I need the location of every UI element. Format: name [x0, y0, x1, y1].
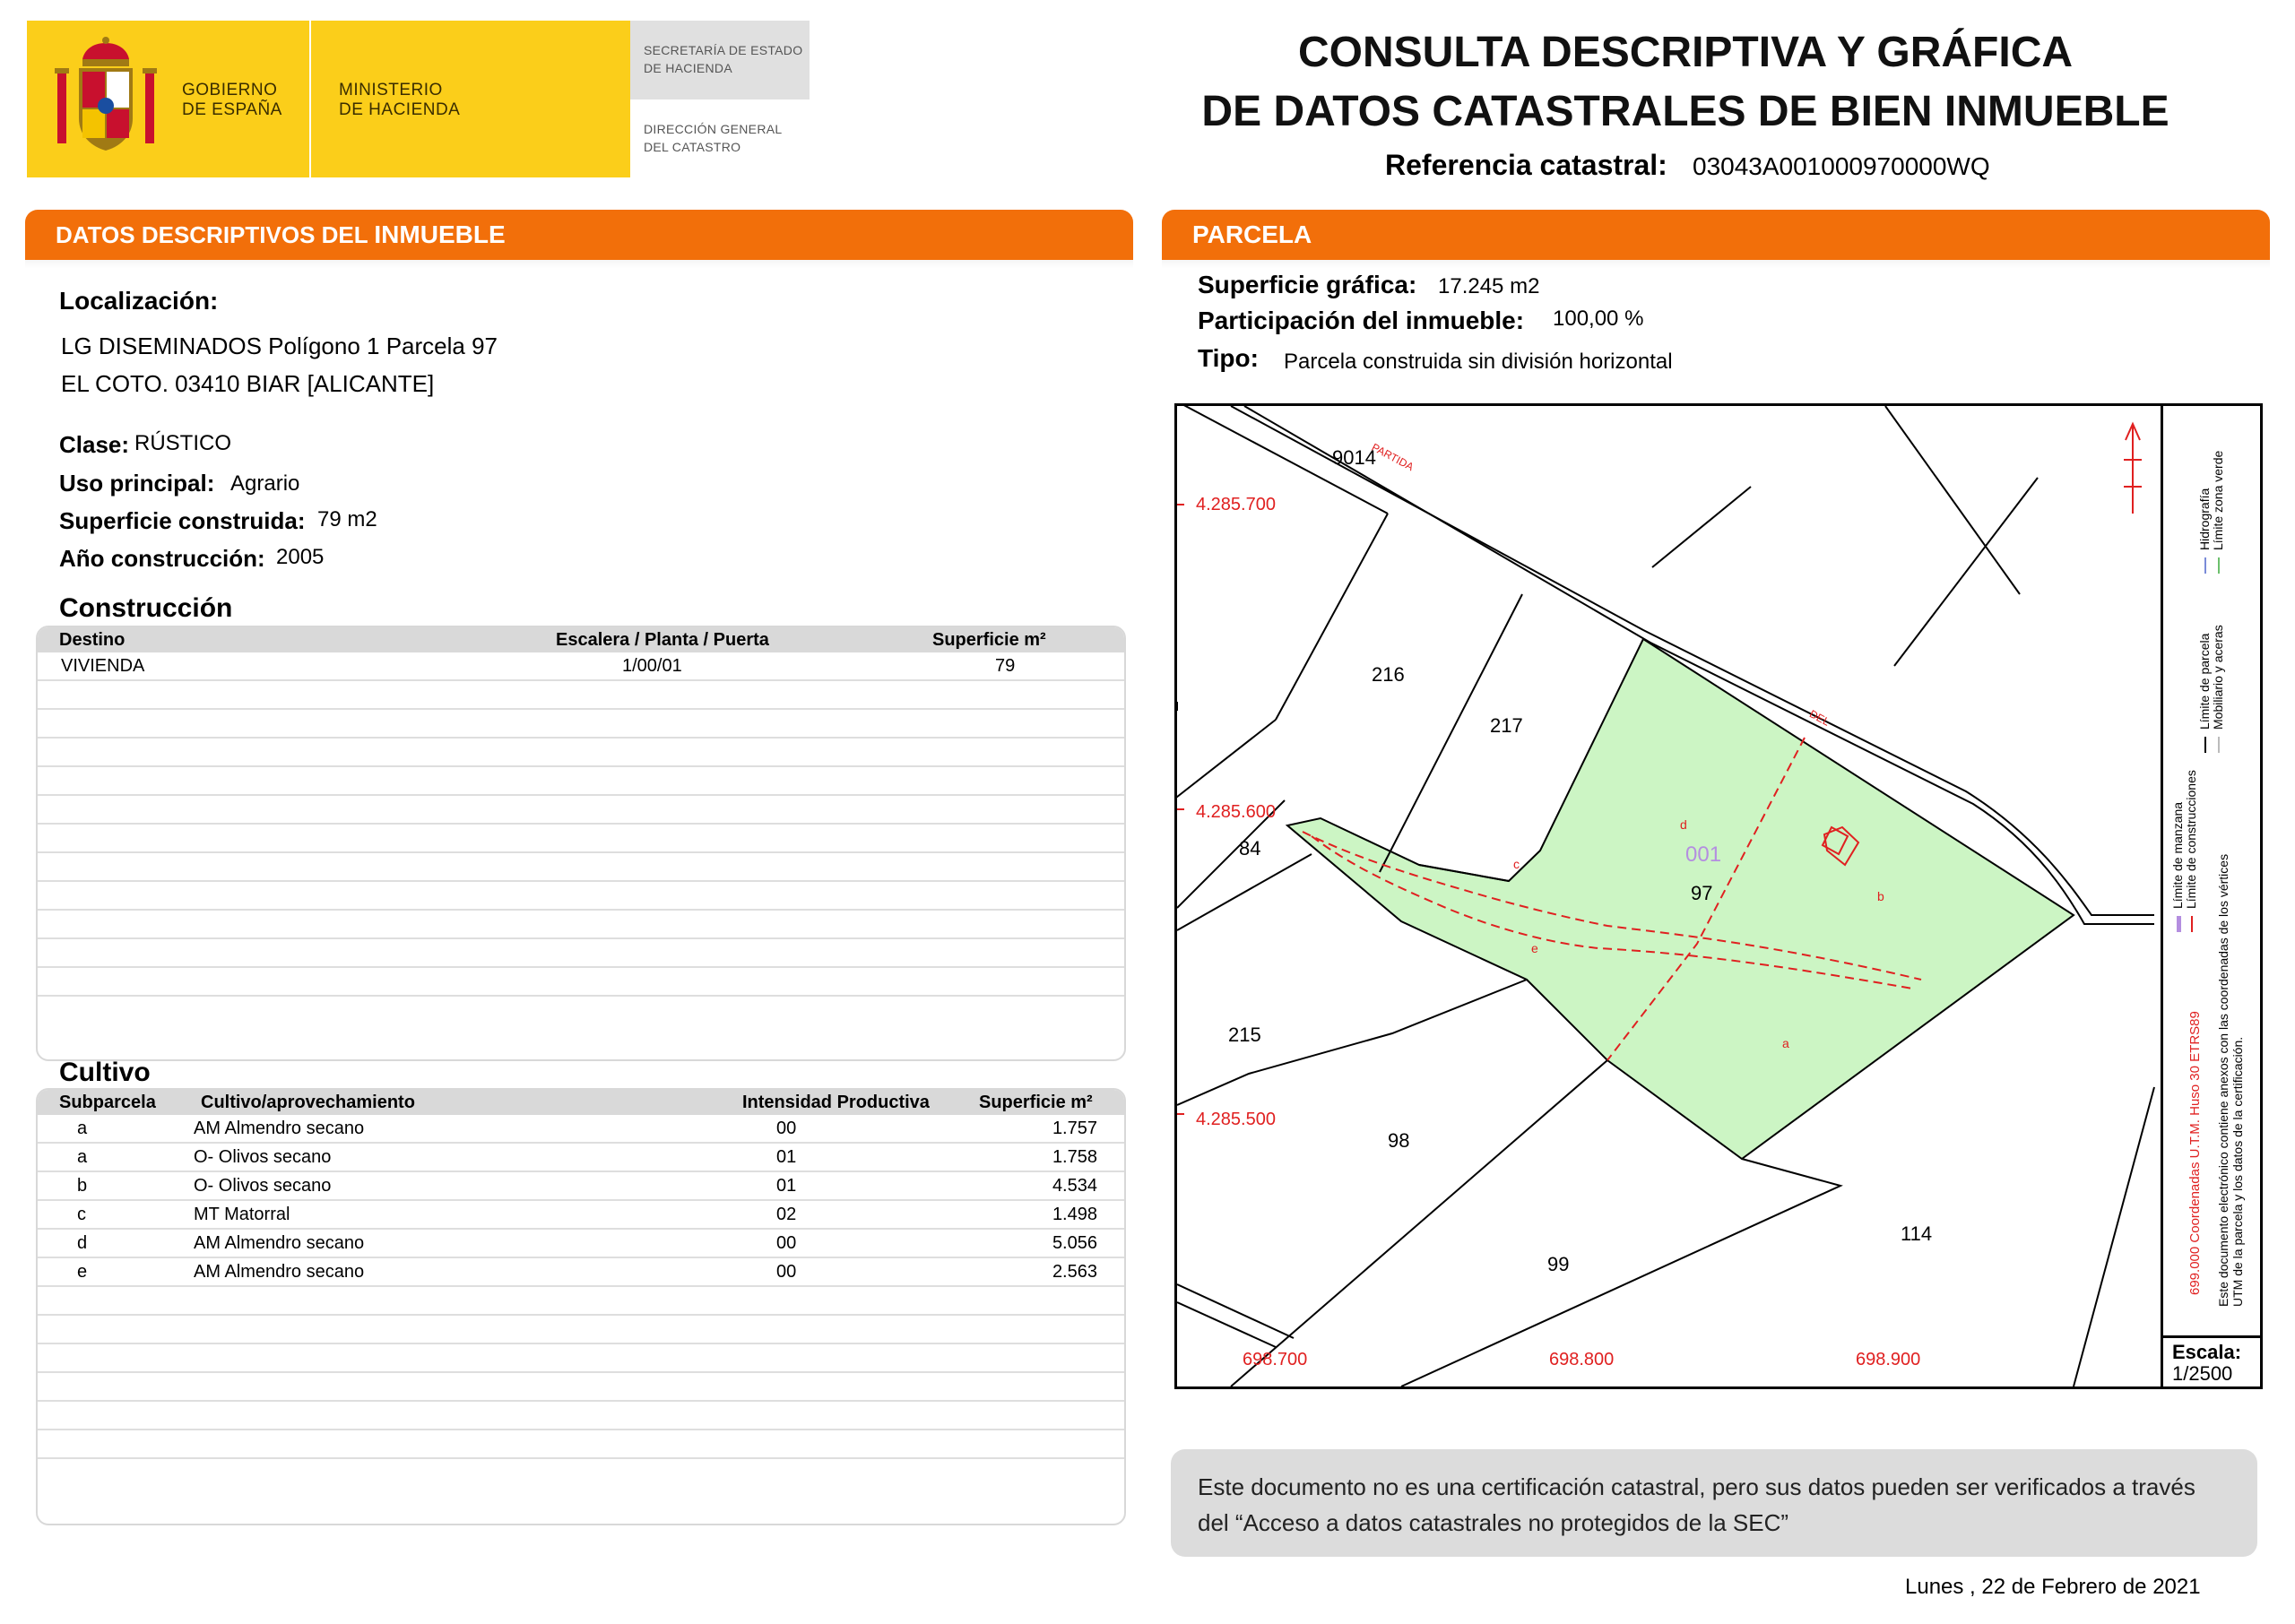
refcat-label: Referencia catastral: [1385, 149, 1667, 181]
parcel-label: 216 [1372, 663, 1405, 686]
table-row [38, 1402, 1124, 1430]
intensidad-cell: 01 [776, 1176, 797, 1196]
anio-label: Año construcción: [59, 545, 265, 572]
refcat-value: 03043A001000970000WQ [1693, 152, 1990, 180]
parcel-label: 97 [1691, 882, 1713, 904]
scale-label: Escala: [2172, 1341, 2242, 1363]
subparcel-letter: c [1513, 857, 1520, 871]
cultivo-title: Cultivo [59, 1058, 151, 1087]
subparcel-letter: d [1680, 817, 1687, 832]
uso-label: Uso principal: [59, 470, 215, 497]
superficie-construida-value: 79 m2 [317, 507, 377, 531]
table-header [38, 1090, 1124, 1115]
table-row [38, 1430, 1124, 1459]
x-coordinate-label: 698.800 [1549, 1350, 1615, 1369]
parcela-bar: PARCELA [1162, 210, 2270, 260]
swatch-icon [2191, 916, 2193, 932]
intensidad-cell: 01 [776, 1147, 797, 1167]
coords-note: 699.000 Coordenadas U.T.M. Huso 30 ETRS89 [2187, 1011, 2203, 1295]
legend-item: Límite de parcela [2198, 457, 2212, 753]
secretaria-label: SECRETARÍA DE ESTADO DE HACIENDA [644, 43, 803, 75]
coat-of-arms-icon [52, 36, 160, 157]
subparcela-cell: e [77, 1262, 88, 1282]
direccion-label: DIRECCIÓN GENERAL DEL CATASTRO [644, 122, 783, 154]
table-row [38, 1287, 1124, 1316]
superficie-grafica-label: Superficie gráfica: [1198, 271, 1417, 298]
swatch-icon [2177, 916, 2181, 932]
anio-value: 2005 [276, 545, 325, 569]
superficie-grafica-value: 17.245 m2 [1438, 274, 1540, 298]
destino-cell: VIVIENDA [61, 656, 145, 676]
table-row [38, 796, 1124, 825]
table-row [38, 968, 1124, 997]
gobierno-label: GOBIERNO DE ESPAÑA [182, 81, 282, 119]
swatch-icon [2204, 557, 2206, 574]
descriptivos-bar: DATOS DESCRIPTIVOS DEL INMUEBLE [25, 210, 1133, 260]
superficie-cell: 1.758 [1052, 1147, 1097, 1167]
localizacion-line1: LG DISEMINADOS Polígono 1 Parcela 97 [61, 333, 498, 359]
construccion-table [36, 626, 1126, 1061]
road-label: DEL [1807, 707, 1832, 729]
legend-item: Límite de construcciones [2185, 520, 2198, 932]
logo-divider [309, 21, 311, 177]
subparcela-cell: b [77, 1176, 88, 1196]
column-header: Superficie m² [932, 630, 1046, 650]
intensidad-cell: 00 [776, 1233, 797, 1253]
superficie-cell: 4.534 [1052, 1176, 1097, 1196]
participacion-label: Participación del inmueble: [1198, 307, 1525, 334]
parcel-label: 217 [1490, 714, 1523, 737]
cultivo-cell: AM Almendro secano [194, 1119, 365, 1138]
table-row [38, 1172, 1124, 1201]
column-header: Subparcela [59, 1093, 156, 1112]
doc-note: Este documento electrónico contiene anexos con las coordenadas de los vértices UTM de la parcela y los datos de la certificación. [2216, 853, 2245, 1307]
legend-item: Límite de manzana [2171, 520, 2185, 932]
cultivo-cell: O- Olivos secano [194, 1147, 332, 1167]
table-row [38, 1201, 1124, 1230]
descriptivos-section-header [25, 210, 1133, 269]
superficie-cell: 1.757 [1052, 1119, 1097, 1138]
parcel-label: 9014 [1332, 446, 1376, 469]
superficie-construida-label: Superficie construida: [59, 507, 306, 534]
superficie-cell: 5.056 [1052, 1233, 1097, 1253]
intensidad-cell: 00 [776, 1262, 797, 1282]
table-row [38, 710, 1124, 739]
localizacion-label: Localización: [59, 287, 219, 315]
ministerio-label: MINISTERIO DE HACIENDA [339, 81, 461, 119]
parcel-label: 84 [1239, 837, 1261, 860]
cultivo-table [36, 1088, 1126, 1525]
tipo-label: Tipo: [1198, 344, 1259, 372]
swatch-icon [2204, 737, 2206, 753]
table-row [38, 767, 1124, 796]
parcel-label: 98 [1388, 1129, 1410, 1152]
table-row [38, 1258, 1124, 1287]
superficie-cell: 79 [995, 656, 1016, 676]
subparcel-letter: b [1877, 889, 1884, 903]
column-header: Escalera / Planta / Puerta [556, 630, 769, 650]
table-row [38, 652, 1124, 681]
scale-value: 1/2500 [2172, 1362, 2233, 1385]
y-coordinate-label: 4.285.700 [1196, 495, 1276, 514]
table-row [38, 997, 1124, 1024]
table-row [38, 1344, 1124, 1373]
clase-value: RÚSTICO [134, 431, 231, 455]
scale-box [2161, 1335, 2263, 1389]
table-header [38, 627, 1124, 652]
column-header: Destino [59, 630, 126, 650]
table-row [38, 1115, 1124, 1144]
localizacion-line2: EL COTO. 03410 BIAR [ALICANTE] [61, 370, 435, 397]
table-row [38, 1316, 1124, 1344]
cultivo-cell: AM Almendro secano [194, 1262, 365, 1282]
clase-label: Clase: [59, 431, 130, 458]
cultivo-cell: O- Olivos secano [194, 1176, 332, 1196]
parcela-section-header [1162, 210, 2270, 269]
table-row [38, 739, 1124, 767]
page-title: CONSULTA DESCRIPTIVA Y GRÁFICA DE DATOS CATASTRALES DE BIEN INMUEBLE [1201, 29, 2169, 135]
table-row [38, 1230, 1124, 1258]
table-row [38, 911, 1124, 939]
column-header: Intensidad Productiva [742, 1093, 930, 1112]
table-row [38, 681, 1124, 710]
legend-item: Hidrografía [2198, 412, 2212, 574]
cadastral-map-drawing [1177, 406, 2161, 1386]
parcel-label: 99 [1547, 1253, 1570, 1275]
cultivo-cell: MT Matorral [194, 1205, 290, 1224]
table-row [38, 882, 1124, 911]
legend-item: Mobiliario y aceras [2212, 457, 2225, 753]
document-date: Lunes , 22 de Febrero de 2021 [1905, 1575, 2201, 1599]
table-row [38, 825, 1124, 853]
x-coordinate-label: 698.700 [1243, 1350, 1308, 1369]
parcel-label: 215 [1228, 1024, 1261, 1046]
table-row [38, 1373, 1124, 1402]
x-coordinate-label: 698.900 [1856, 1350, 1921, 1369]
table-row [38, 939, 1124, 968]
subparcel-letter: e [1531, 941, 1538, 955]
verification-notice: Este documento no es una certificación catastral, pero sus datos pueden ser verificados a través del “Acceso a datos catastrales no protegidos de la SEC” [1171, 1449, 2257, 1557]
legend-group-1 [2171, 520, 2198, 932]
parcel-97-shape[interactable] [1287, 639, 2074, 1159]
superficie-cell: 1.498 [1052, 1205, 1097, 1224]
subparcela-cell: a [77, 1119, 88, 1138]
column-header: Cultivo/aprovechamiento [201, 1093, 415, 1112]
escalera-cell: 1/00/01 [622, 656, 682, 676]
subparcela-cell: a [77, 1147, 88, 1167]
road-label: PARTIDA [1369, 440, 1416, 474]
intensidad-cell: 00 [776, 1119, 797, 1138]
superficie-cell: 2.563 [1052, 1262, 1097, 1282]
intensidad-cell: 02 [776, 1205, 797, 1224]
table-row [38, 1144, 1124, 1172]
parcel-label: 114 [1901, 1222, 1933, 1245]
highlight-id: 001 [1685, 842, 1722, 867]
y-coordinate-label: 4.285.600 [1196, 802, 1276, 822]
subparcela-cell: c [77, 1205, 86, 1224]
y-coordinate-label: 4.285.500 [1196, 1110, 1276, 1129]
table-row [38, 1459, 1124, 1486]
table-row [38, 853, 1124, 882]
legend-item: Límite zona verde [2212, 412, 2225, 574]
uso-value: Agrario [230, 471, 300, 496]
subparcel-letter: a [1782, 1036, 1789, 1050]
column-header: Superficie m² [979, 1093, 1093, 1112]
construccion-title: Construcción [59, 593, 233, 623]
y-axis-ticks [1177, 505, 1184, 1114]
subparcela-cell: d [77, 1233, 88, 1253]
tipo-value: Parcela construida sin división horizontal [1284, 350, 1673, 374]
north-arrow-icon [2124, 424, 2142, 514]
cultivo-cell: AM Almendro secano [194, 1233, 365, 1253]
participacion-value: 100,00 % [1553, 307, 1644, 331]
